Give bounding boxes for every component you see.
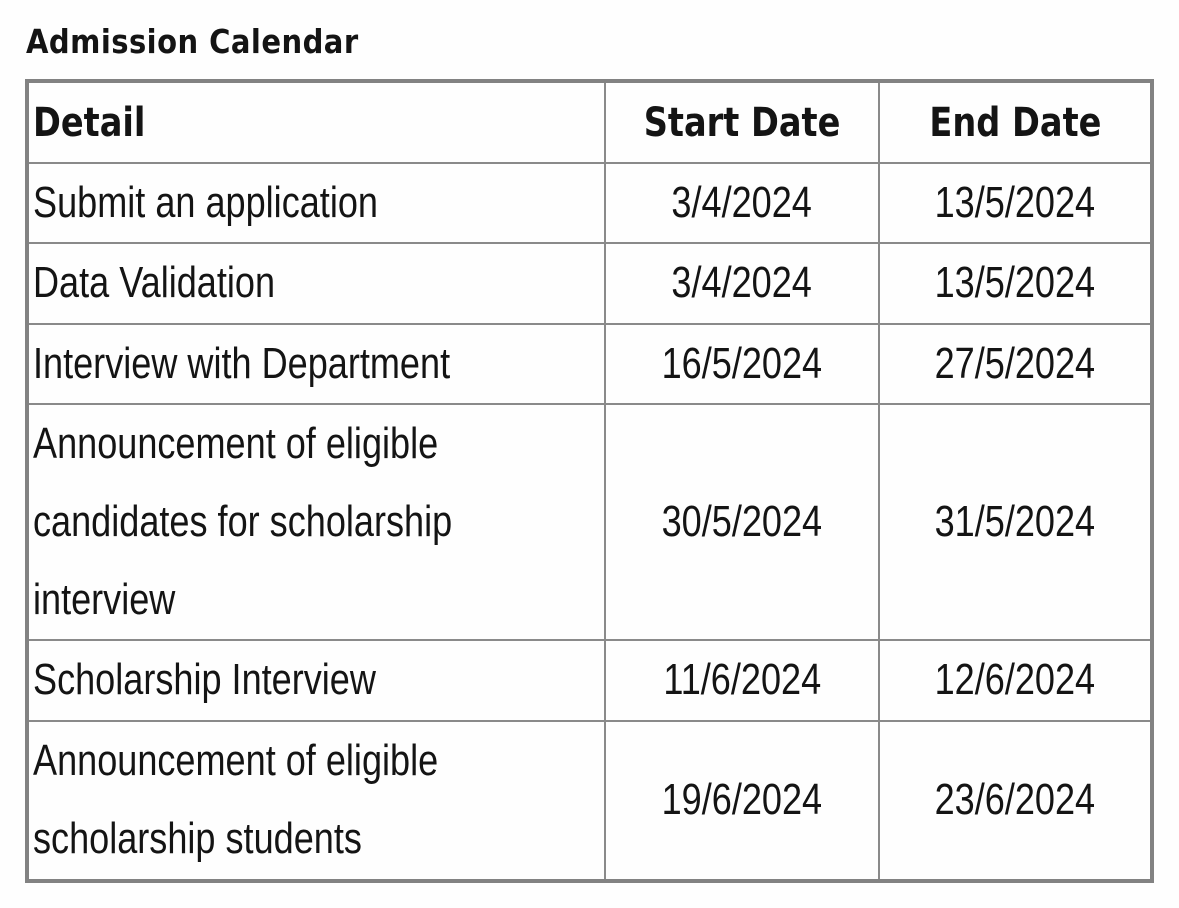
header-start-date: Start Date — [605, 83, 879, 163]
row-detail: Announcement of eligible scholarship students — [29, 721, 605, 879]
table-row — [29, 243, 1150, 323]
header-end-date: End Date — [879, 83, 1150, 163]
row-detail: Announcement of eligible candidates for scholarship interview — [29, 404, 605, 641]
row-start-date: 11/6/2024 — [605, 640, 879, 720]
table-row — [29, 324, 1150, 404]
row-end-date: 12/6/2024 — [879, 640, 1150, 720]
row-end-date: 27/5/2024 — [879, 324, 1150, 404]
row-detail: Data Validation — [29, 243, 605, 323]
row-end-date: 13/5/2024 — [879, 243, 1150, 323]
table-row — [29, 640, 1150, 720]
table-row — [29, 721, 1150, 879]
row-end-date: 23/6/2024 — [879, 721, 1150, 879]
table-row — [29, 163, 1150, 243]
page-title: Admission Calendar — [26, 22, 359, 61]
row-start-date: 3/4/2024 — [605, 243, 879, 323]
table-header-row — [29, 83, 1150, 163]
row-end-date: 13/5/2024 — [879, 163, 1150, 243]
table-row — [29, 404, 1150, 641]
row-detail: Submit an application — [29, 163, 605, 243]
row-end-date: 31/5/2024 — [879, 404, 1150, 641]
row-start-date: 19/6/2024 — [605, 721, 879, 879]
row-start-date: 16/5/2024 — [605, 324, 879, 404]
row-detail: Interview with Department — [29, 324, 605, 404]
admission-calendar-table — [25, 79, 1154, 883]
row-start-date: 3/4/2024 — [605, 163, 879, 243]
row-detail: Scholarship Interview — [29, 640, 605, 720]
header-detail: Detail — [29, 83, 605, 163]
row-start-date: 30/5/2024 — [605, 404, 879, 641]
